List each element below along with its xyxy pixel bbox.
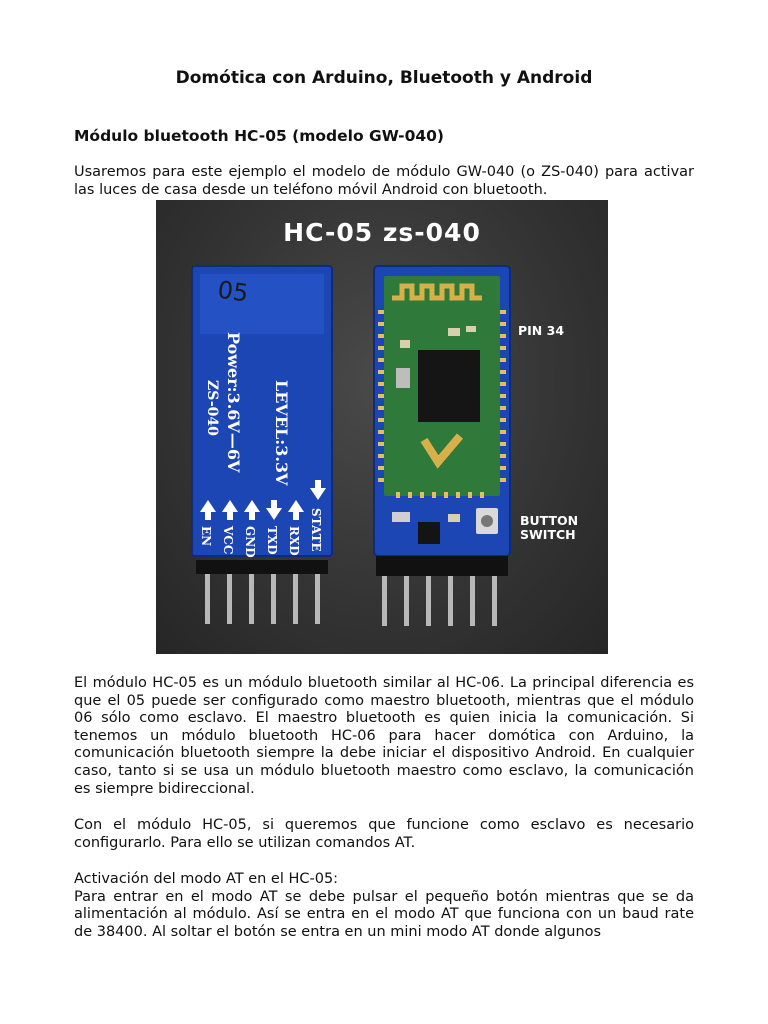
pin34-label: PIN 34 xyxy=(518,323,565,338)
pin-label-state: STATE xyxy=(309,508,323,552)
pin-label-vcc: VCC xyxy=(221,526,235,555)
handwritten-05: 05 xyxy=(215,275,251,308)
intro-paragraph: Usaremos para este ejemplo el modelo de módulo GW-040 (o ZS-040) para activar las luces de casa desde un teléfono móvil Android con bluetooth. xyxy=(74,164,694,198)
at-mode-heading: Activación del modo AT en el HC-05: xyxy=(74,871,339,887)
hc05-module-photo xyxy=(156,200,608,654)
modules-illustration xyxy=(156,200,608,654)
button-label-line2: SWITCH xyxy=(520,527,576,542)
at-mode-paragraph: Para entrar en el modo AT se debe pulsar el pequeño botón mientras que se da alimentación al módulo. Así se entra en el modo AT que funciona con un baud rate de 38400. Al soltar el botón se entra en un mini modo AT donde algunos xyxy=(74,888,694,940)
at-mode-section xyxy=(74,871,694,941)
pin-label-en: EN xyxy=(199,526,213,547)
back-model-text: ZS-040 xyxy=(204,380,220,436)
button-label-line1: BUTTON xyxy=(520,513,579,528)
hc05-description-paragraph: El módulo HC-05 es un módulo bluetooth similar al HC-06. La principal diferencia es que el 05 puede ser configurado como maestro bluetooth, mientras que el módulo 06 sólo como esclavo. El maestro bluetooth es quien inicia la comunicación. Si tenemos un módulo bluetooth HC-06 para hacer domótica con Arduino, la comunicación bluetooth siempre la debe iniciar el dispositivo Android. En cualquier caso, tanto si se usa un módulo bluetooth maestro como esclavo, la comunicación es siempre bidireccional. xyxy=(74,675,694,797)
bt-chip xyxy=(418,350,480,422)
photo-title: HC-05 zs-040 xyxy=(283,218,481,247)
document-title: Domótica con Arduino, Bluetooth y Android xyxy=(175,68,593,88)
pin-label-rxd: RXD xyxy=(287,526,301,556)
back-power-text: Power:3.6V—6V xyxy=(224,332,243,473)
pin-label-txd: TXD xyxy=(265,526,279,555)
back-board xyxy=(192,266,332,624)
button-switch-label xyxy=(520,514,578,542)
section-heading: Módulo bluetooth HC-05 (modelo GW-040) xyxy=(74,127,445,145)
slave-config-paragraph: Con el módulo HC-05, si queremos que funcione como esclavo es necesario configurarlo. Para ello se utilizan comandos AT. xyxy=(74,817,694,851)
front-board xyxy=(374,266,510,626)
back-level-text: LEVEL:3.3V xyxy=(272,380,291,486)
pin-label-gnd: GND xyxy=(243,526,257,558)
